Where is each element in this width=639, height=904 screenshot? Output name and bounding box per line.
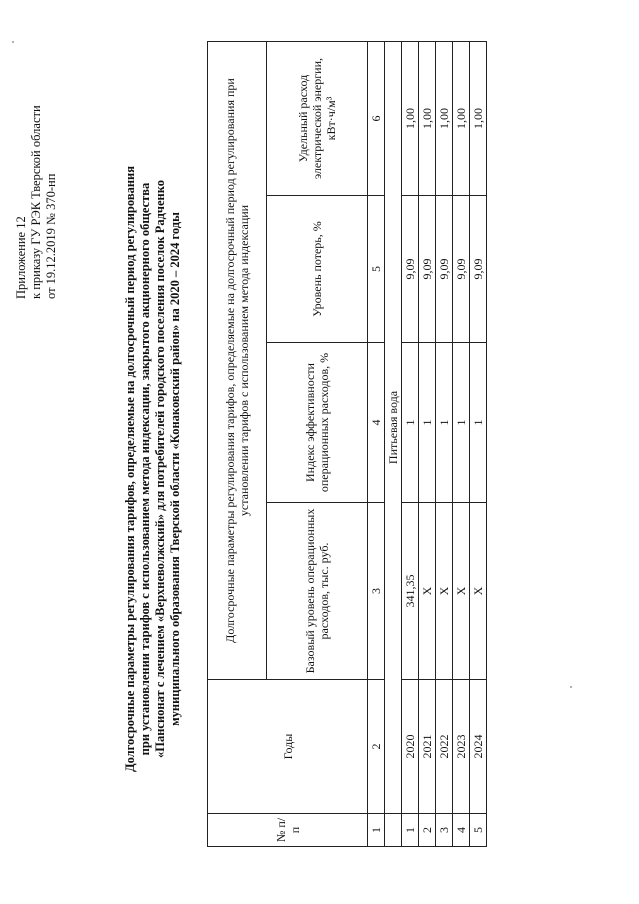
cell-year: 2022 — [436, 680, 453, 814]
column-number: 2 — [368, 680, 385, 814]
cell-number: 5 — [470, 814, 487, 847]
table-row — [453, 41, 470, 846]
appendix-line: к приказу ГУ РЭК Тверской области — [29, 105, 43, 299]
header-base-level: Базовый уровень операционных расходов, тыс. руб. — [267, 503, 368, 680]
cell-number: 4 — [453, 814, 470, 847]
header-years: Годы — [208, 680, 368, 814]
cell-year: 2023 — [453, 680, 470, 814]
cell-losses: 9,09 — [436, 196, 453, 343]
cell-index: 1 — [470, 343, 487, 503]
cell-index: 1 — [419, 343, 436, 503]
table-row — [419, 41, 436, 846]
cell-losses: 9,09 — [402, 196, 419, 343]
header-efficiency-index: Индекс эффективности операционных расходов, % — [267, 343, 368, 503]
cell-index: 1 — [436, 343, 453, 503]
column-number: 5 — [368, 196, 385, 343]
title-line: при установлении тарифов с использованием метода индексации, закрытого акционерного общества — [138, 182, 152, 756]
header-group: Долгосрочные параметры регулирования тарифов, определяемые на долгосрочный период регулирования при установлении тарифов с использованием метода индексации — [208, 41, 267, 679]
cell-index: 1 — [453, 343, 470, 503]
cell-energy: 1,00 — [419, 41, 436, 195]
cell-index: 1 — [402, 343, 419, 503]
title-line: муниципального образования Тверской области «Конаковский район» на 2020 – 2024 годы — [168, 212, 182, 726]
cell-year: 2020 — [402, 680, 419, 814]
table-row — [470, 41, 487, 846]
title-line: Долгосрочные параметры регулирования тарифов, определяемые на долгосрочный период регулирования — [123, 166, 137, 773]
cell-energy: 1,00 — [402, 41, 419, 195]
column-number: 4 — [368, 343, 385, 503]
cell-base: Х — [419, 503, 436, 680]
title-line: «Пансионат с лечением «Верхневолжский» для потребителей городского поселения поселок Радченко — [153, 180, 167, 758]
section-label: Питьевая вода — [385, 41, 402, 813]
cell-base: Х — [470, 503, 487, 680]
appendix-line: от 19.12.2019 № 370-нп — [44, 173, 58, 299]
cell-year: 2021 — [419, 680, 436, 814]
cell-losses: 9,09 — [453, 196, 470, 343]
document-title — [123, 64, 183, 874]
cell-energy: 1,00 — [453, 41, 470, 195]
section-blank — [385, 814, 402, 847]
cell-base: Х — [436, 503, 453, 680]
cell-energy: 1,00 — [470, 41, 487, 195]
header-losses: Уровень потерь, % — [267, 196, 368, 343]
header-energy: Удельный расход электрической энергии, кВт·ч/м³ — [267, 41, 368, 195]
cell-number: 1 — [402, 814, 419, 847]
cell-losses: 9,09 — [470, 196, 487, 343]
cell-number: 2 — [419, 814, 436, 847]
table-row — [436, 41, 453, 846]
parameters-table — [207, 41, 487, 847]
table-row — [402, 41, 419, 846]
column-number: 1 — [368, 814, 385, 847]
cell-energy: 1,00 — [436, 41, 453, 195]
appendix-header — [14, 14, 59, 299]
cell-year: 2024 — [470, 680, 487, 814]
appendix-line: Приложение 12 — [14, 216, 28, 299]
cell-base: 341,35 — [402, 503, 419, 680]
column-number: 3 — [368, 503, 385, 680]
cell-base: Х — [453, 503, 470, 680]
column-number: 6 — [368, 41, 385, 195]
cell-number: 3 — [436, 814, 453, 847]
header-number: № п/п — [208, 814, 368, 847]
cell-losses: 9,09 — [419, 196, 436, 343]
